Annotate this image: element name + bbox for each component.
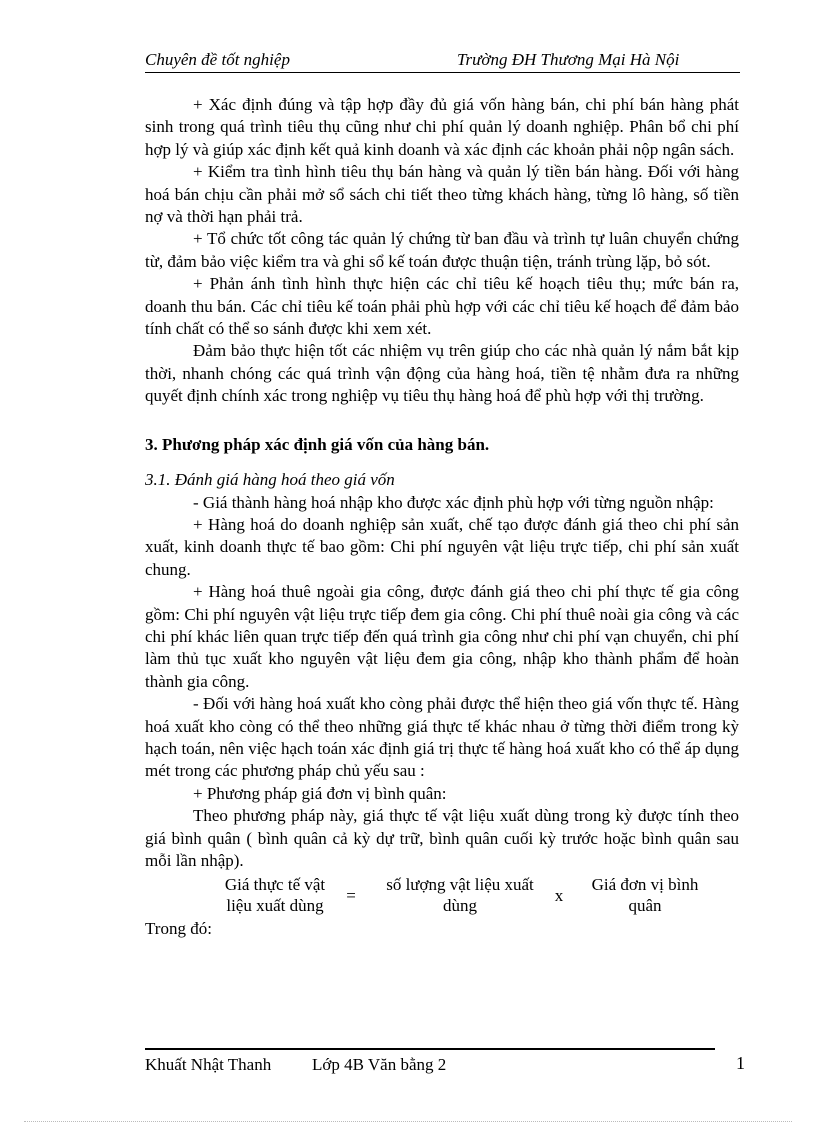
- paragraph: + Tổ chức tốt công tác quản lý chứng từ ban đầu và trình tự luân chuyển chứng từ, đảm bảo việc kiểm tra và ghi sổ kế toán được thuận tiện, tránh trùng lặp, bỏ sót.: [145, 229, 739, 271]
- section-heading: 3. Phương pháp xác định giá vốn của hàng bán.: [145, 434, 490, 454]
- document-body: [145, 94, 739, 941]
- paragraph: Theo phương pháp này, giá thực tế vật liệu xuất dùng trong kỳ được tính theo giá bình quân ( bình quân cả kỳ dự trữ, bình quân cuối kỳ trước hoặc bình quân sau mỗi lần nhập).: [145, 806, 739, 870]
- formula-lhs-line2: liệu xuất dùng: [226, 896, 324, 916]
- paragraph: - Đối với hàng hoá xuất kho còng phải được thể hiện theo giá vốn thực tế. Hàng hoá xuất kho còng có thể theo những giá thực tế khác nhau ở từng thời điểm trong kỳ hạch toán, nên việc hạch toán xác định giá trị thực tế hàng hoá xuất kho có thể áp dụng mét trong các phương pháp chủ yếu sau :: [145, 694, 739, 781]
- formula-lhs: [195, 874, 355, 916]
- paragraph: + Xác định đúng và tập hợp đầy đủ giá vốn hàng bán, chi phí bán hàng phát sinh trong quá trình tiêu thụ cũng như chi phí quản lý doanh nghiệp. Phân bổ chi phí hợp lý và giúp xác định kết quả kinh doanh và xác định các khoản phải nộp ngân sách.: [145, 95, 739, 159]
- paragraph: - Giá thành hàng hoá nhập kho được xác định phù hợp với từng nguồn nhập:: [193, 492, 714, 512]
- formula-lhs-line1: Giá thực tế vật: [224, 875, 326, 895]
- paragraph: Đảm bảo thực hiện tốt các nhiệm vụ trên giúp cho các nhà quản lý nắm bắt kịp thời, nhanh chóng các quá trình vận động của hàng hoá, tiền tệ nhằm đưa ra những quyết định chính xác trong nghiệp vụ tiêu thụ hàng hoá để phù hợp với thị trường.: [145, 341, 739, 406]
- header-right-title: Trường ĐH Thương Mại Hà Nội: [457, 50, 680, 69]
- trong-do-label: Trong đó:: [145, 919, 212, 939]
- formula-unit-price: [575, 874, 715, 916]
- formula-quantity: [365, 874, 555, 916]
- page-boundary: [24, 1121, 792, 1122]
- footer-author: Khuất Nhật Thanh: [145, 1055, 272, 1074]
- paragraph: + Hàng hoá do doanh nghiệp sản xuất, chế tạo được đánh giá theo chi phí sản xuất, kinh doanh thực tế bao gồm: Chi phí nguyên vật liệu trực tiếp, chi phí sản xuất chung.: [145, 514, 739, 579]
- paragraph: + Phương pháp giá đơn vị bình quân:: [193, 783, 447, 803]
- formula-equals-sign: =: [346, 886, 356, 906]
- paragraph: + Hàng hoá thuê ngoài gia công, được đánh giá theo chi phí thực tế gia công gồm: Chi phí nguyên vật liệu trực tiếp đem gia công. Chi phí thuê noài gia công và các chi phí khác liên quan trực tiếp đến quá trình gia công như chi phí vạn chuyển, chi phí làm thủ tục xuất kho nguyên vật liệu đem gia công, nhập kho thành phẩm để hoàn thành gia công.: [145, 582, 739, 691]
- header-left-title: Chuyên đề tốt nghiệp: [145, 50, 290, 69]
- formula-rhs-line1: Giá đơn vị bình: [591, 875, 699, 895]
- footer-divider: [145, 1048, 715, 1050]
- page-number: 1: [736, 1053, 745, 1073]
- paragraph: + Phản ánh tình hình thực hiện các chỉ tiêu kế hoạch tiêu thụ; mức bán ra, doanh thu bán. Các chỉ tiêu kế toán phải phù hợp với các chỉ tiêu kế hoạch để đảm bảo tính chất có thể so sánh được khi xem xét.: [145, 274, 739, 339]
- paragraph: + Kiểm tra tình hình tiêu thụ bán hàng và quản lý tiền bán hàng. Đối với hàng hoá bán chịu cần phải mở sổ sách chi tiết theo từng khách hàng, từng lô hàng, số tiền nợ và thời hạn phải trả.: [145, 162, 739, 227]
- formula-rhs-line2: quân: [628, 896, 662, 916]
- formula-mid-line2: dùng: [443, 896, 477, 916]
- footer-class: Lớp 4B Văn bằng 2: [312, 1055, 447, 1074]
- average-price-formula: [145, 874, 739, 918]
- formula-mid-line1: số lượng vật liệu xuất: [386, 875, 534, 895]
- subsection-heading: 3.1. Đánh giá hàng hoá theo giá vốn: [145, 470, 395, 490]
- page-header: [145, 50, 740, 73]
- formula-times-sign: x: [554, 886, 564, 906]
